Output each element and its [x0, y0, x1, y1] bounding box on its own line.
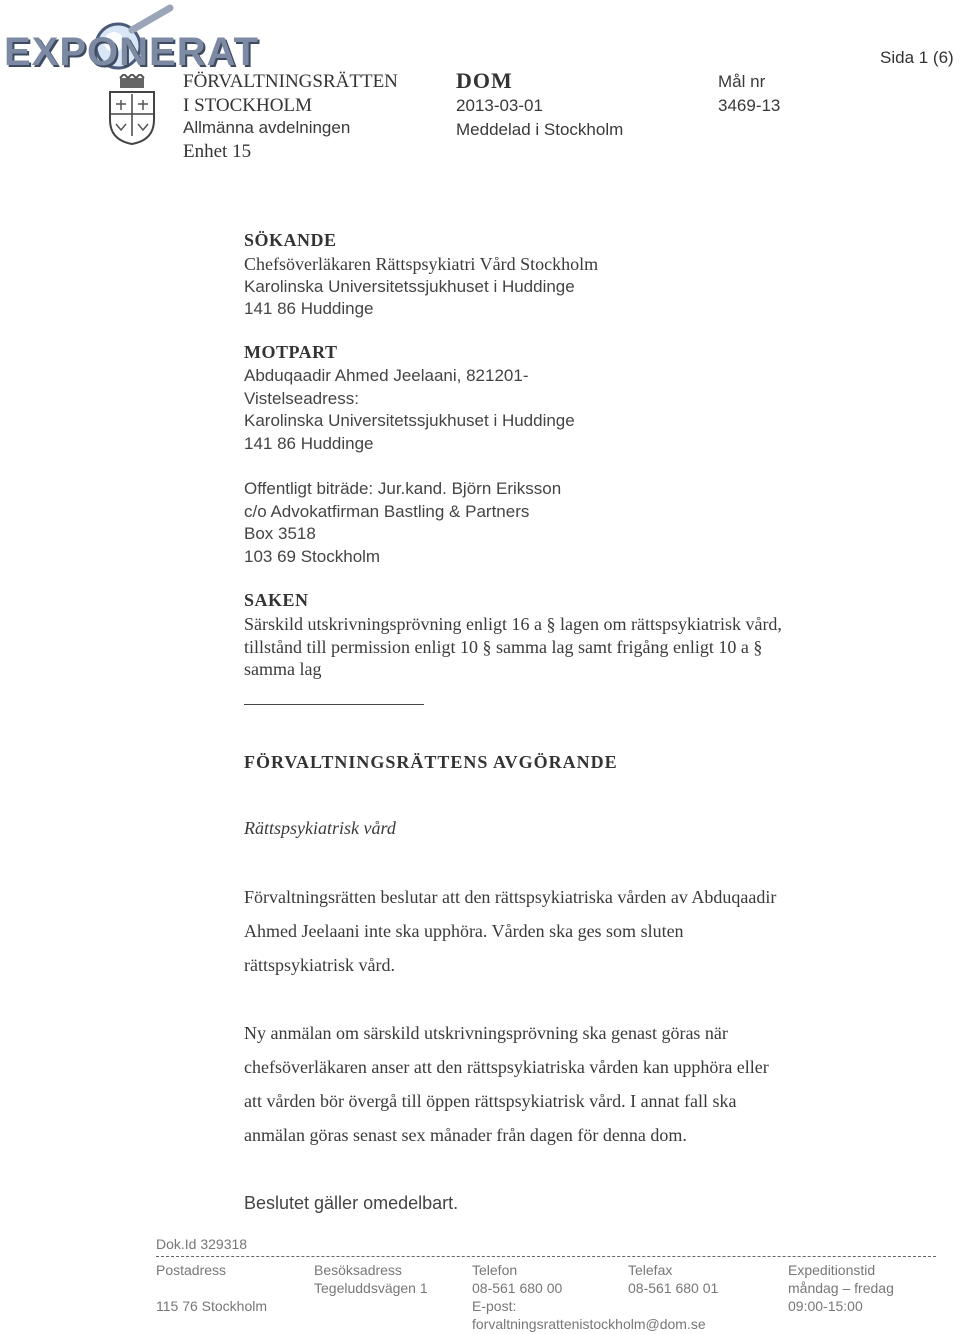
visit-address-value: Tegeluddsvägen 1	[314, 1280, 428, 1296]
footer-divider	[156, 1256, 936, 1257]
counsel-line: 103 69 Stockholm	[244, 546, 381, 566]
ruling-line: anmälan göras senast sex månader från dagen för denna dom.	[244, 1125, 687, 1145]
ruling-line: Ny anmälan om särskild utskrivningsprövning ska genast göras när	[244, 1023, 728, 1043]
ruling-line: att vården bör övergå till öppen rättspsykiatrisk vård. I annat fall ska	[244, 1091, 737, 1111]
court-department: Allmänna avdelningen	[183, 118, 351, 137]
issued-place: Meddelad i Stockholm	[456, 120, 624, 139]
visit-address-label: Besöksadress	[314, 1262, 402, 1278]
counterparty-heading: MOTPART	[244, 342, 338, 362]
ruling-heading: FÖRVALTNINGSRÄTTENS AVGÖRANDE	[244, 752, 618, 772]
matter-line: tillstånd till permission enligt 10 § samma lag samt frigång enligt 10 a §	[244, 636, 763, 657]
counsel-line: Box 3518	[244, 524, 316, 543]
counterparty-line: Abduqaadir Ahmed Jeelaani, 821201-	[244, 366, 529, 385]
office-hours-time: 09:00-15:00	[788, 1298, 863, 1314]
section-divider	[244, 704, 424, 705]
page-number: Sida 1 (6)	[880, 48, 954, 67]
email-value: forvaltningsrattenistockholm@dom.se	[472, 1316, 706, 1332]
ruling-subheading: Rättspsykiatrisk vård	[244, 818, 396, 838]
counterparty-line: Karolinska Universitetssjukhuset i Huddinge	[244, 411, 575, 430]
counterparty-line: Vistelseadress:	[244, 388, 359, 408]
ruling-line: Förvaltningsrätten beslutar att den rättspsykiatriska vården av Abduqaadir	[244, 887, 777, 907]
phone-value: 08-561 680 00	[472, 1280, 563, 1296]
matter-heading: SAKEN	[244, 590, 309, 610]
exponerat-logo	[0, 0, 300, 74]
ruling-paragraph-2	[244, 1016, 769, 1152]
court-name-line1: FÖRVALTNINGSRÄTTEN	[183, 71, 398, 92]
counsel-line: Offentligt biträde: Jur.kand. Björn Eriksson	[244, 479, 562, 498]
office-hours-days: måndag – fredag	[788, 1280, 894, 1296]
case-number: 3469-13	[718, 96, 781, 115]
case-number-label: Mål nr	[718, 72, 766, 91]
ruling-paragraph-3: Beslutet gäller omedelbart.	[244, 1193, 459, 1213]
counsel-line: c/o Advokatfirman Bastling & Partners	[244, 501, 530, 521]
logo-text: EXPONERAT	[4, 30, 259, 74]
applicant-line: Karolinska Universitetssjukhuset i Huddinge	[244, 276, 575, 296]
applicant-section	[244, 230, 598, 321]
applicant-line: 141 86 Huddinge	[244, 299, 374, 318]
document-type: DOM	[456, 68, 513, 93]
counterparty-section	[244, 342, 575, 455]
postal-address-label: Postadress	[156, 1262, 227, 1278]
ruling-paragraph-1	[244, 880, 776, 982]
applicant-heading: SÖKANDE	[244, 230, 337, 250]
fax-value: 08-561 680 01	[628, 1280, 719, 1296]
counterparty-line: 141 86 Huddinge	[244, 433, 374, 453]
document-date: 2013-03-01	[456, 96, 543, 115]
ruling-line: chefsöverläkaren anser att den rättspsykiatriska vården kan upphöra eller	[244, 1057, 769, 1077]
court-unit: Enhet 15	[183, 141, 252, 162]
court-name-line2: I STOCKHOLM	[183, 95, 312, 116]
matter-line: samma lag	[244, 659, 322, 679]
email-label: E-post:	[472, 1298, 517, 1314]
office-hours-label: Expeditionstid	[788, 1262, 876, 1278]
postal-address-value: 115 76 Stockholm	[156, 1298, 268, 1314]
matter-line: Särskild utskrivningsprövning enligt 16 a § lagen om rättspsykiatrisk vård,	[244, 614, 782, 634]
fax-label: Telefax	[628, 1262, 673, 1278]
court-coat-of-arms-icon	[106, 74, 158, 146]
counsel-section	[244, 478, 561, 568]
phone-label: Telefon	[472, 1262, 518, 1278]
ruling-line: Ahmed Jeelaani inte ska upphöra. Vården ska ges som sluten	[244, 921, 684, 941]
document-id: Dok.Id 329318	[156, 1236, 248, 1252]
matter-section	[244, 590, 782, 681]
applicant-line: Chefsöverläkaren Rättspsykiatri Vård Stockholm	[244, 254, 599, 274]
ruling-line: rättspsykiatrisk vård.	[244, 955, 395, 975]
